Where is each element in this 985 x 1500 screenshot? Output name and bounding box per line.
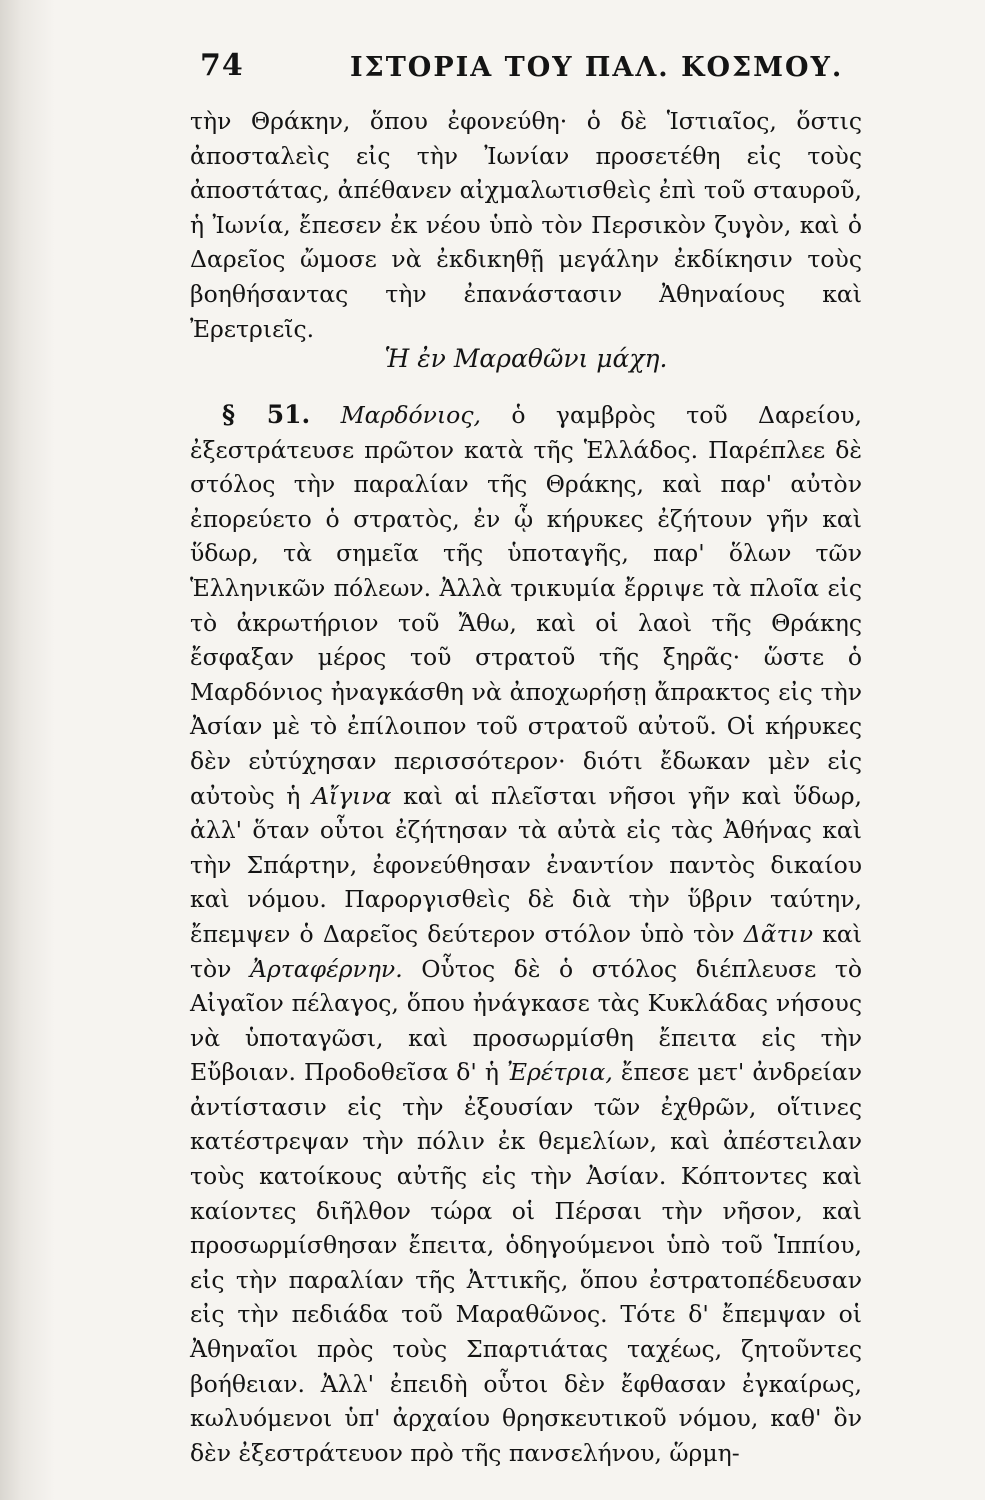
name-datis: Δᾶτιν (743, 919, 814, 948)
page-header (200, 48, 860, 88)
name-mardonios: Μαρδόνιος, (340, 401, 481, 429)
paragraph-2-text-c: καὶ τὸν (190, 919, 862, 983)
paragraph-2-text-e: ἔπεσε μετ' ἀνδρείαν ἀντίστασιν εἰς τὴν ἐξουσίαν τῶν ἐχθρῶν, οἵτινες κατέστρεψαν τὴν πόλιν ἐκ θεμελίων, καὶ ἀπέστειλαν τοὺς κατοίκους αὐτῆς εἰς τὴν Ἀσίαν. Κόπτοντες καὶ καίοντες διῆλθον τώρα οἱ Πέρσαι τὴν νῆσον, καὶ προσωρμίσθησαν ἔπειτα, ὁδηγούμενοι ὑπὸ τοῦ Ἱππίου, εἰς τὴν παραλίαν τῆς Ἀττικῆς, ὅπου ἐστρατοπέδευσαν εἰς τὴν πεδιάδα τοῦ Μαραθῶνος. Τότε δ' ἔπεμψαν οἱ Ἀθηναῖοι πρὸς τοὺς Σπαρτιάτας ταχέως, ζητοῦντες βοήθειαν. Ἀλλ' ἐπειδὴ οὗτοι δὲν ἔφθασαν ἐγκαίρως, κωλυόμενοι ὑπ' ἀρχαίου θρησκευτικοῦ νόμου, καθ' ὃν δὲν ἐξεστράτευον πρὸ τῆς πανσελήνου, ὥρμη- (190, 1058, 862, 1467)
paragraph-2-text-b: καὶ αἱ πλεῖσται νῆσοι γῆν καὶ ὕδωρ, ἀλλ' ὅταν οὗτοι ἐζήτησαν τὰ αὐτὰ εἰς τὰς Ἀθήνας καὶ τὴν Σπάρτην, ἐφονεύθησαν ἐναντίον παντὸς δικαίου καὶ νόμου. Παροργισθεὶς δὲ διὰ τὴν ὕβριν ταύτην, ἔπεμψεν ὁ Δαρεῖος δεύτερον στόλον ὑπὸ τὸν (190, 781, 862, 948)
name-eretria: Ἐρέτρια, (507, 1058, 613, 1087)
running-title: ΙΣΤΟΡΙΑ ΤΟΥ ΠΑΛ. ΚΟΣΜΟΥ. (350, 52, 844, 83)
paragraph-2-text-a: ὁ γαμβρὸς τοῦ Δαρείου, ἐξεστράτευσε πρῶτον κατὰ τῆς Ἑλλάδος. Παρέπλεε δὲ στόλος τὴν παραλίαν τῆς Θράκης, καὶ παρ' αὐτὸν ἐπορεύετο ὁ στρατὸς, ἐν ᾧ κήρυκες ἐζήτουν γῆν καὶ ὕδωρ, τὰ σημεῖα τῆς ὑποταγῆς, παρ' ὅλων τῶν Ἑλληνικῶν πόλεων. Ἀλλὰ τρικυμία ἔρριψε τὰ πλοῖα εἰς τὸ ἀκρωτήριον τοῦ Ἄθω, καὶ οἱ λαοὶ τῆς Θράκης ἔσφαξαν μέρος τοῦ στρατοῦ τῆς ξηρᾶς· ὥστε ὁ Μαρδόνιος ἠναγκάσθη νὰ ἀποχωρήσῃ ἄπρακτος εἰς τὴν Ἀσίαν μὲ τὸ ἐπίλοιπον τοῦ στρατοῦ αὐτοῦ. Οἱ κήρυκες δὲν εὐτύχησαν περισσότερον· διότι ἔδωκαν μὲν εἰς αὐτοὺς ἡ (190, 401, 862, 810)
section-heading: Ἡ ἐν Μαραθῶνι μάχη. (384, 344, 668, 373)
paragraph-2-text-d: Οὗτος δὲ ὁ στόλος διέπλευσε τὸ Αἰγαῖον πέλαγος, ὅπου ἠνάγκασε τὰς Κυκλάδας νήσους νὰ ὑποταγῶσι, καὶ προσωρμίσθη ἔπειτα εἰς τὴν Εὔβοιαν. Προδοθεῖσα δ' ἡ (190, 954, 863, 1087)
binding-shadow (0, 0, 55, 1500)
name-aigina: Αἴγινα (311, 781, 392, 810)
section-mark: § 51. (222, 400, 311, 429)
paragraph-2 (190, 398, 862, 1470)
paragraph-1: τὴν Θράκην, ὅπου ἐφονεύθη· ὁ δὲ Ἱστιαῖος, ὅστις ἀποσταλεὶς εἰς τὴν Ἰωνίαν προσετέθη εἰς τοὺς ἀποστάτας, ἀπέθανεν αἰχμαλωτισθεὶς ἐπὶ τοῦ σταυροῦ, ἡ Ἰωνία, ἔπεσεν ἐκ νέου ὑπὸ τὸν Περσικὸν ζυγὸν, καὶ ὁ Δαρεῖος ὤμοσε νὰ ἐκδικηθῇ μεγάλην ἐκδίκησιν τοὺς βοηθήσαντας τὴν ἐπανάστασιν Ἀθηναίους καὶ Ἐρετριεῖς. (190, 107, 862, 343)
name-artafernes: Ἀρταφέρνην. (250, 954, 403, 983)
page-number: 74 (200, 48, 244, 83)
